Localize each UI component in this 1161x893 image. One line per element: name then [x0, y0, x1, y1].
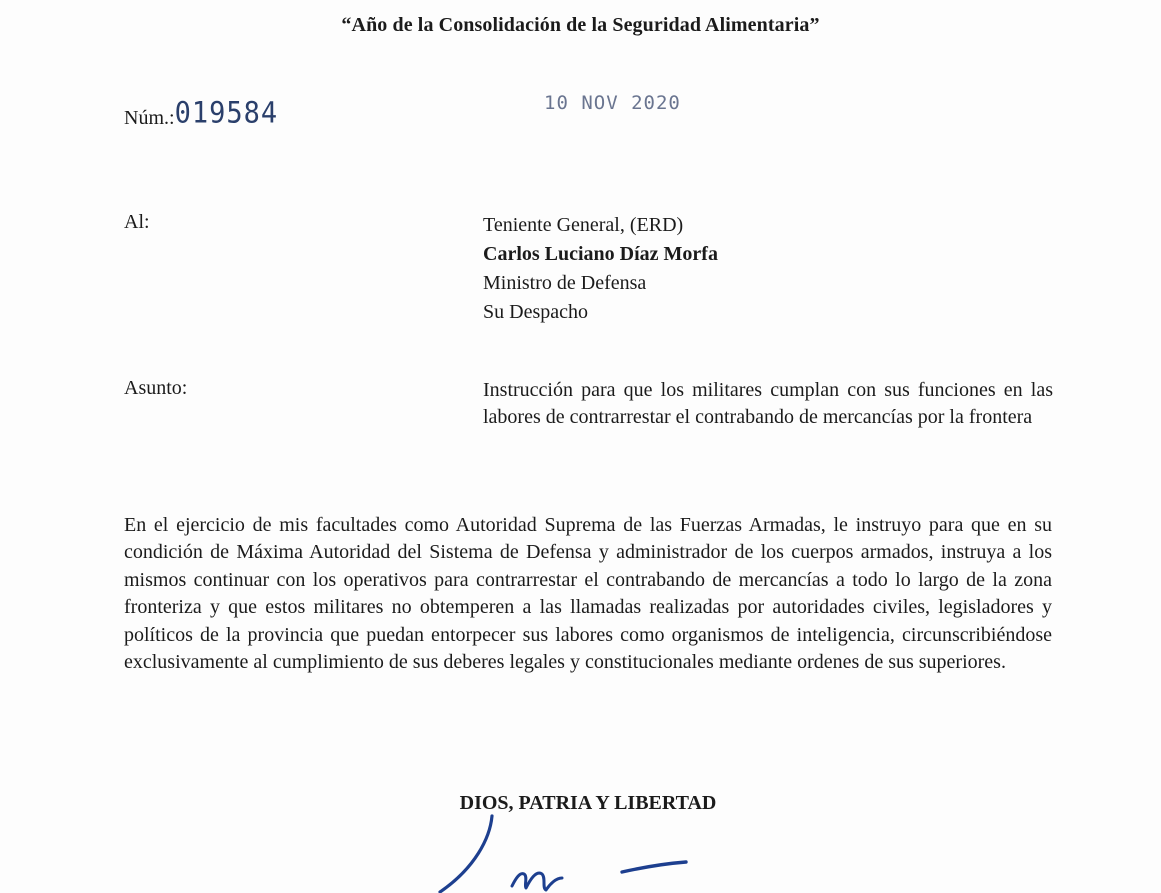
reference-number-stamp: 019584: [174, 95, 279, 130]
reference-number-label: Núm.:: [124, 107, 175, 129]
recipient-block: [483, 211, 718, 327]
signature-mark: [420, 808, 720, 893]
date-stamp: 10 NOV 2020: [544, 92, 681, 114]
recipient-label: Al:: [124, 211, 150, 233]
recipient-office: Su Despacho: [483, 301, 588, 323]
recipient-rank: Teniente General, (ERD): [483, 214, 684, 236]
subject-text: Instrucción para que los militares cumplan con sus funciones en las labores de contrarrestar el contrabando de mercancías por la frontera: [483, 379, 1053, 428]
reference-number: [124, 90, 278, 130]
body-paragraph: En el ejercicio de mis facultades como Autoridad Suprema de las Fuerzas Armadas, le instruyo para que en su condición de Máxima Autoridad del Sistema de Defensa y administrador de los cuerpos armados, instruya a los mismos continuar con los operativos para contrarrestar el contrabando de mercancías a todo lo largo de la zona fronteriza y que estos militares no obtemperen a las llamadas realizadas por autoridades civiles, legisladores y políticos de la provincia que puedan entorpecer sus labores como organismos de inteligencia, circunscribiéndose exclusivamente al cumplimiento de sus deberes legales y constitucionales mediante ordenes de sus superiores.: [124, 514, 1052, 674]
recipient-name: Carlos Luciano Díaz Morfa: [483, 243, 718, 265]
closing-motto: DIOS, PATRIA Y LIBERTAD: [459, 792, 717, 814]
recipient-position: Ministro de Defensa: [483, 272, 647, 294]
letter-motto: “Año de la Consolidación de la Seguridad Alimentaria”: [341, 14, 820, 36]
subject-label: Asunto:: [124, 377, 188, 399]
